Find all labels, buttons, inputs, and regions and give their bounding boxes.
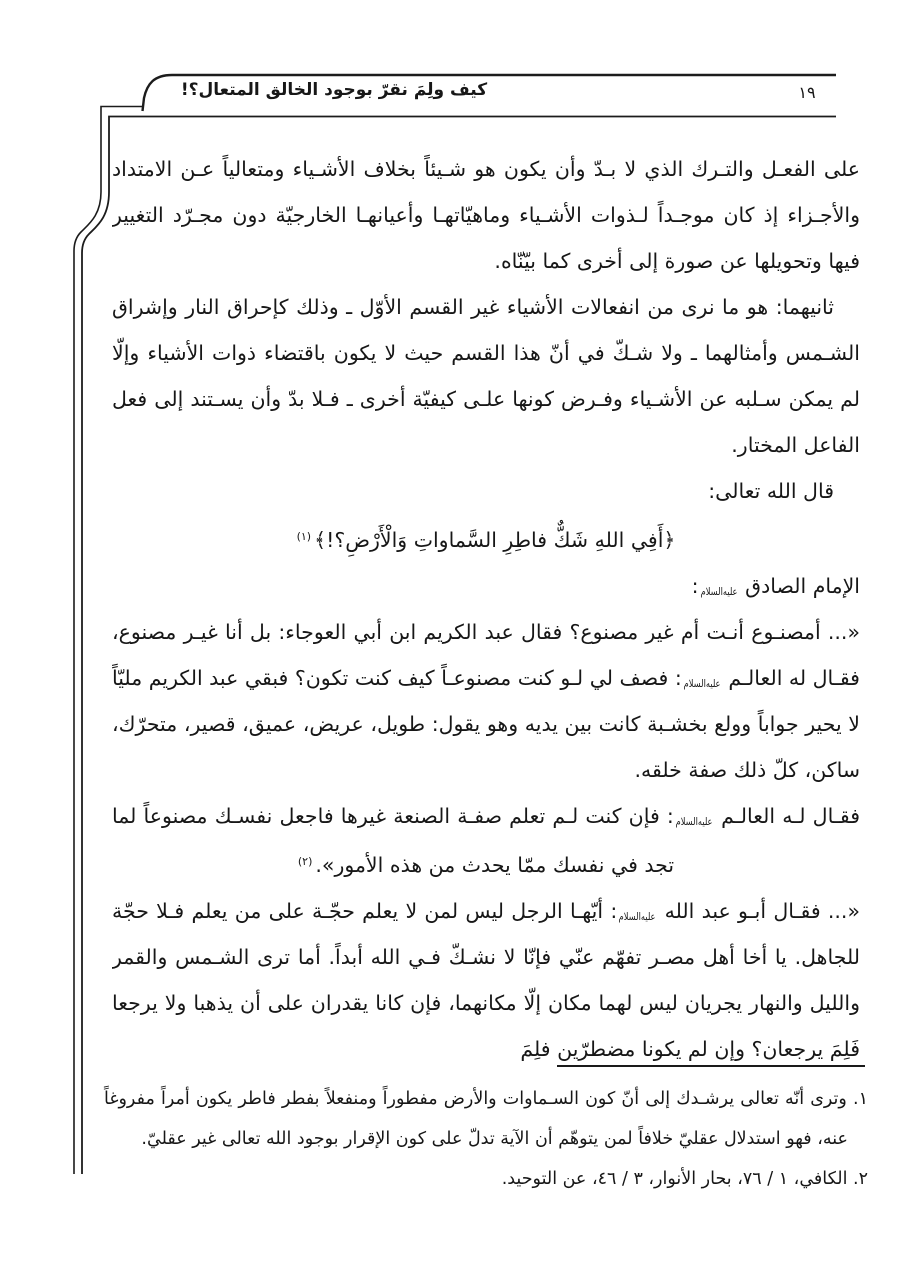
main-text — [112, 146, 860, 1071]
paragraph-continuation — [112, 146, 860, 284]
text-run: ثانيهما: هو ما نرى من انفعالات الأشياء غير القسم الأوّل ـ وذلك كإحراق النار وإشراق الشـمس وأمثالهما ـ ولا شـكّ في أنّ هذا القسم حيث لا يكون باقتضاء ذوات الأشياء وإلّا لم يمكن سـلبه عن الأشـياء وفـرض كونها علـى كيفيّة أخرى ـ فـلا بدّ وأن يسـتند إلى فعل الفاعل المختار. — [112, 295, 860, 457]
hadith-quote-1 — [112, 609, 860, 793]
text-run: : — [691, 574, 699, 598]
page-number: ١٩ — [798, 83, 816, 102]
footnote-ref: (٢) — [297, 855, 313, 868]
footnote-ref: (١) — [296, 530, 312, 543]
hadith-quote-2 — [112, 888, 860, 1071]
text-run: على الفعـل والتـرك الذي لا بـدّ وأن يكون هو شـيئاً بخلاف الأشـياء ومتعالياً عـن الامتداد والأجـزاء إذ كان موجـداً لـذوات الأشـياء وماهيّاتهـا وأعيانهـا الخارجيّة دون مجـرّد التغيير فيها وتحويلها عن صورة إلى أخرى كما بيّنّاه. — [112, 157, 860, 273]
footnote-2 — [104, 1159, 868, 1199]
text-run: ﴿أَفِي اللهِ شَكٌّ فاطِرِ السَّماواتِ وَالْأَرْضِ؟!﴾ — [314, 528, 676, 552]
honorific-symbol: عليه‌السلام — [618, 912, 656, 924]
paragraph-thanihima — [112, 284, 860, 468]
text-run: قال الله تعالى: — [708, 479, 834, 503]
quran-verse — [112, 514, 860, 563]
text-run: : أيّهـا الرجل ليس لمن لا يعلم حجّـة على من يعلم فـلا حجّة للجاهل. يا أخا أهل مصـر تفهّم عنّي فإنّا لا نشـكّ فـي الله أبداً. أما ترى الشـمس والقمر والليل والنهار يجريان ليس لهما مكان إلّا مكانهما، فإن كانا يقدران على أن يذهبا ولا يرجعا فَلِمَ يرجعان؟ وإن لم يكونا مضطرّين فلِمَ — [112, 899, 860, 1061]
footnotes — [104, 1079, 868, 1199]
honorific-symbol: عليه‌السلام — [683, 679, 721, 691]
text-run: : فصف لي لـو كنت مصنوعـاً كيف كنت تكون؟ فبقي عبد الكريم مليّاً لا يحير جواباً وولع بخشـبة كانت بين يديه وهو يقول: طويل، عريض، عميق، قصير، متحرّك، ساكن، كلّ ذلك صفة خلقه. — [112, 666, 860, 782]
text-run: ٢. الكافي، ١ / ٧٦، بحار الأنوار، ٣ / ٤٦، عن التوحيد. — [501, 1169, 868, 1189]
qala-allah-line — [112, 468, 860, 514]
text-run: «... أمصنـوع أنـت أم غير مصنوع؟ فقال عبد الكريم ابن أبي العوجاء: بل أنا غيـر مصنوع، فقـال له العالـم — [112, 620, 860, 690]
honorific-symbol: عليه‌السلام — [700, 587, 738, 599]
honorific-symbol: عليه‌السلام — [675, 817, 713, 829]
text-run: الإمام الصادق — [738, 574, 860, 598]
text-run: «... فقـال أبـو عبد الله — [657, 899, 860, 923]
footnote-1 — [104, 1079, 868, 1159]
speaker-line — [112, 563, 860, 609]
text-run: ١. وترى أنّه تعالى يرشـدك إلى أنّ كون السـماوات والأرض مفطوراً ومنفعلاً بفطر فاطر يكون أمراً مفروغاً عنه، فهو استدلال عقليّ خلافاً لمن يتوهّم أن الآية تدلّ على كون الإقرار بوجود الله تعالى غير عقليّ. — [104, 1089, 868, 1149]
text-run: : فإن كنت لـم تعلم صفـة الصنعة غيرها فاجعل نفسـك مصنوعاً لما تجد في نفسك ممّا يحدث من هذه الأمور». — [112, 804, 675, 877]
hadith-quote-1-end — [112, 793, 860, 888]
footnote-separator — [557, 1065, 865, 1067]
chapter-title: كيف ولِمَ نقرّ بوجود الخالق المتعال؟! — [180, 80, 488, 100]
text-run: فقـال لـه العالـم — [713, 804, 860, 828]
